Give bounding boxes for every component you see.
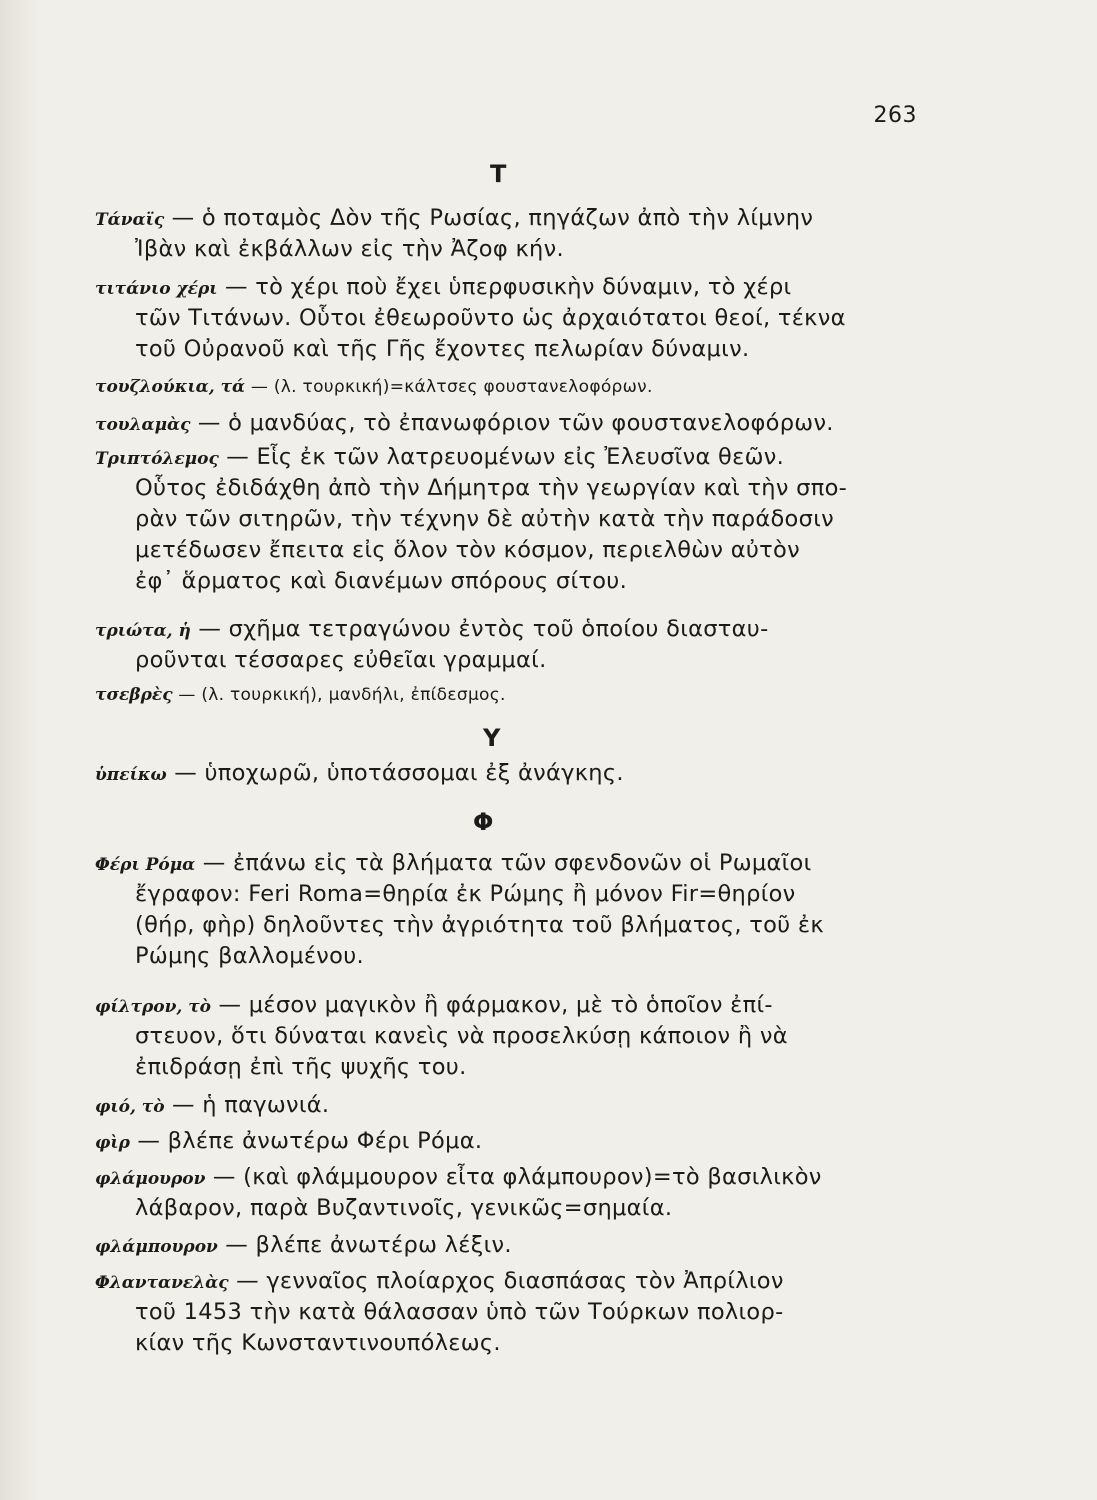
entry-text: — ὁ μανδύας, τὸ ἐπανωφόριον τῶν φουστανελοφόρων.: [197, 410, 834, 436]
entry-flantanelas: [95, 1266, 925, 1359]
entry-fir: [95, 1126, 925, 1157]
headword: φλάμουρον: [95, 1169, 206, 1189]
entry-toulamas: [95, 408, 925, 439]
headword: φίλτρον, τὸ: [95, 997, 212, 1017]
entry-triptolemos: [95, 442, 925, 597]
entry-ypeiko: [95, 758, 925, 789]
headword: Φέρι Ρόμα: [95, 855, 196, 875]
headword: τουζλούκια, τά: [95, 377, 246, 397]
entry-text: ἐπιδράσῃ ἐπὶ τῆς ψυχῆς του.: [135, 1054, 467, 1080]
headword: φὶρ: [95, 1133, 130, 1153]
entry-text: λάβαρον, παρὰ Βυζαντινοῖς, γενικῶς=σημαία.: [135, 1195, 673, 1221]
entry-text: — Εἷς ἐκ τῶν λατρευομένων εἰς Ἐλευσῖνα θεῶν.: [226, 444, 785, 470]
entry-text: ἐφ᾽ ἅρματος καὶ διανέμων σπόρους σίτου.: [135, 568, 628, 594]
headword: Φλαντανελὰς: [95, 1273, 229, 1293]
entry-text: κίαν τῆς Κωνσταντινουπόλεως.: [135, 1330, 501, 1356]
entry-touzloukia: [95, 372, 925, 403]
entry-text: Ἰβὰν καὶ ἐκβάλλων εἰς τὴν Ἀζοφ κήν.: [135, 236, 564, 262]
entry-text: ρὰν τῶν σιτηρῶν, τὴν τέχνην δὲ αὐτὴν κατὰ τὴν παράδοσιν: [135, 506, 834, 532]
page-number: 263: [873, 103, 917, 128]
entry-fio: [95, 1090, 925, 1121]
entry-triota: [95, 614, 925, 676]
entry-text: — γενναῖος πλοίαρχος διασπάσας τὸν Ἀπρίλιον: [236, 1268, 784, 1294]
entry-text: στευον, ὅτι δύναται κανεὶς νὰ προσελκύσῃ κάποιον ἢ νὰ: [135, 1023, 788, 1049]
section-heading-f: Φ: [473, 808, 494, 836]
entry-text: τῶν Τιτάνων. Οὗτοι ἐθεωροῦντο ὡς ἀρχαιότατοι θεοί, τέκνα: [135, 305, 846, 331]
entry-text: — βλέπε ἀνωτέρω λέξιν.: [225, 1232, 512, 1258]
entry-tanais: [95, 203, 925, 265]
entry-text: τοῦ 1453 τὴν κατὰ θάλασσαν ὑπὸ τῶν Τούρκων πολιορ-: [135, 1299, 784, 1325]
entry-titanio-xeri: [95, 272, 925, 365]
entry-text: — (καὶ φλάμμουρον εἶτα φλάμπουρον)=τὸ βασιλικὸν: [212, 1164, 822, 1190]
entry-text: — σχῆμα τετραγώνου ἐντὸς τοῦ ὁποίου διασταυ-: [198, 616, 769, 642]
entry-flamouron: [95, 1162, 925, 1224]
entry-feri-roma: [95, 848, 925, 972]
entry-text: ροῦνται τέσσαρες εὐθεῖαι γραμμαί.: [135, 647, 547, 673]
entry-text: μετέδωσεν ἔπειτα εἰς ὅλον τὸν κόσμον, περιελθὼν αὐτὸν: [135, 537, 800, 563]
headword: φλάμπουρον: [95, 1237, 218, 1257]
entry-text: ἔγραφον: Feri Roma=θηρία ἐκ Ρώμης ἢ μόνον Fir=θηρίον: [135, 881, 796, 907]
entry-text: Ρώμης βαλλομένου.: [135, 943, 365, 969]
page-edge-shadow: [0, 0, 40, 1500]
entry-text: — μέσον μαγικὸν ἢ φάρμακον, μὲ τὸ ὁποῖον ἐπί-: [218, 992, 773, 1018]
entry-text: Οὗτος ἐδιδάχθη ἀπὸ τὴν Δήμητρα τὴν γεωργίαν καὶ τὴν σπο-: [135, 475, 848, 501]
entry-text: — ὑποχωρῶ, ὑποτάσσομαι ἐξ ἀνάγκης.: [174, 760, 624, 786]
entry-text: (θήρ, φὴρ) δηλοῦντες τὴν ἀγριότητα τοῦ βλήματος, τοῦ ἐκ: [135, 912, 824, 938]
section-heading-y: Υ: [483, 724, 501, 752]
headword: τουλαμὰς: [95, 415, 191, 435]
entry-text: — ἡ παγωνιά.: [172, 1092, 330, 1118]
entry-filtron: [95, 990, 925, 1083]
headword: ὑπείκω: [95, 765, 167, 785]
entry-text: τοῦ Οὐρανοῦ καὶ τῆς Γῆς ἔχοντες πελωρίαν δύναμιν.: [135, 336, 750, 362]
section-heading-t: Τ: [490, 160, 507, 188]
headword: Τριπτόλεμος: [95, 449, 219, 469]
headword: τιτάνιο χέρι: [95, 279, 218, 299]
headword: τσεβρὲς: [95, 685, 173, 705]
entry-text: — τὸ χέρι ποὺ ἔχει ὑπερφυσικὴν δύναμιν, τὸ χέρι: [224, 274, 792, 300]
entry-flampouron: [95, 1230, 925, 1261]
headword: φιό, τὸ: [95, 1097, 165, 1117]
entry-text: — ἐπάνω εἰς τὰ βλήματα τῶν σφενδονῶν οἱ Ρωμαῖοι: [202, 850, 812, 876]
entry-text: — (λ. τουρκική)=κάλτσες φουστανελοφόρων.: [250, 377, 653, 397]
headword: Τάναϊς: [95, 210, 165, 230]
entry-text: — ὁ ποταμὸς Δὸν τῆς Ρωσίας, πηγάζων ἀπὸ τὴν λίμνην: [171, 205, 814, 231]
entry-tsevres: [95, 680, 925, 711]
headword: τριώτα, ἡ: [95, 621, 191, 641]
entry-text: — (λ. τουρκική), μανδήλι, ἐπίδεσμος.: [178, 685, 506, 705]
entry-text: — βλέπε ἀνωτέρω Φέρι Ρόμα.: [137, 1128, 483, 1154]
